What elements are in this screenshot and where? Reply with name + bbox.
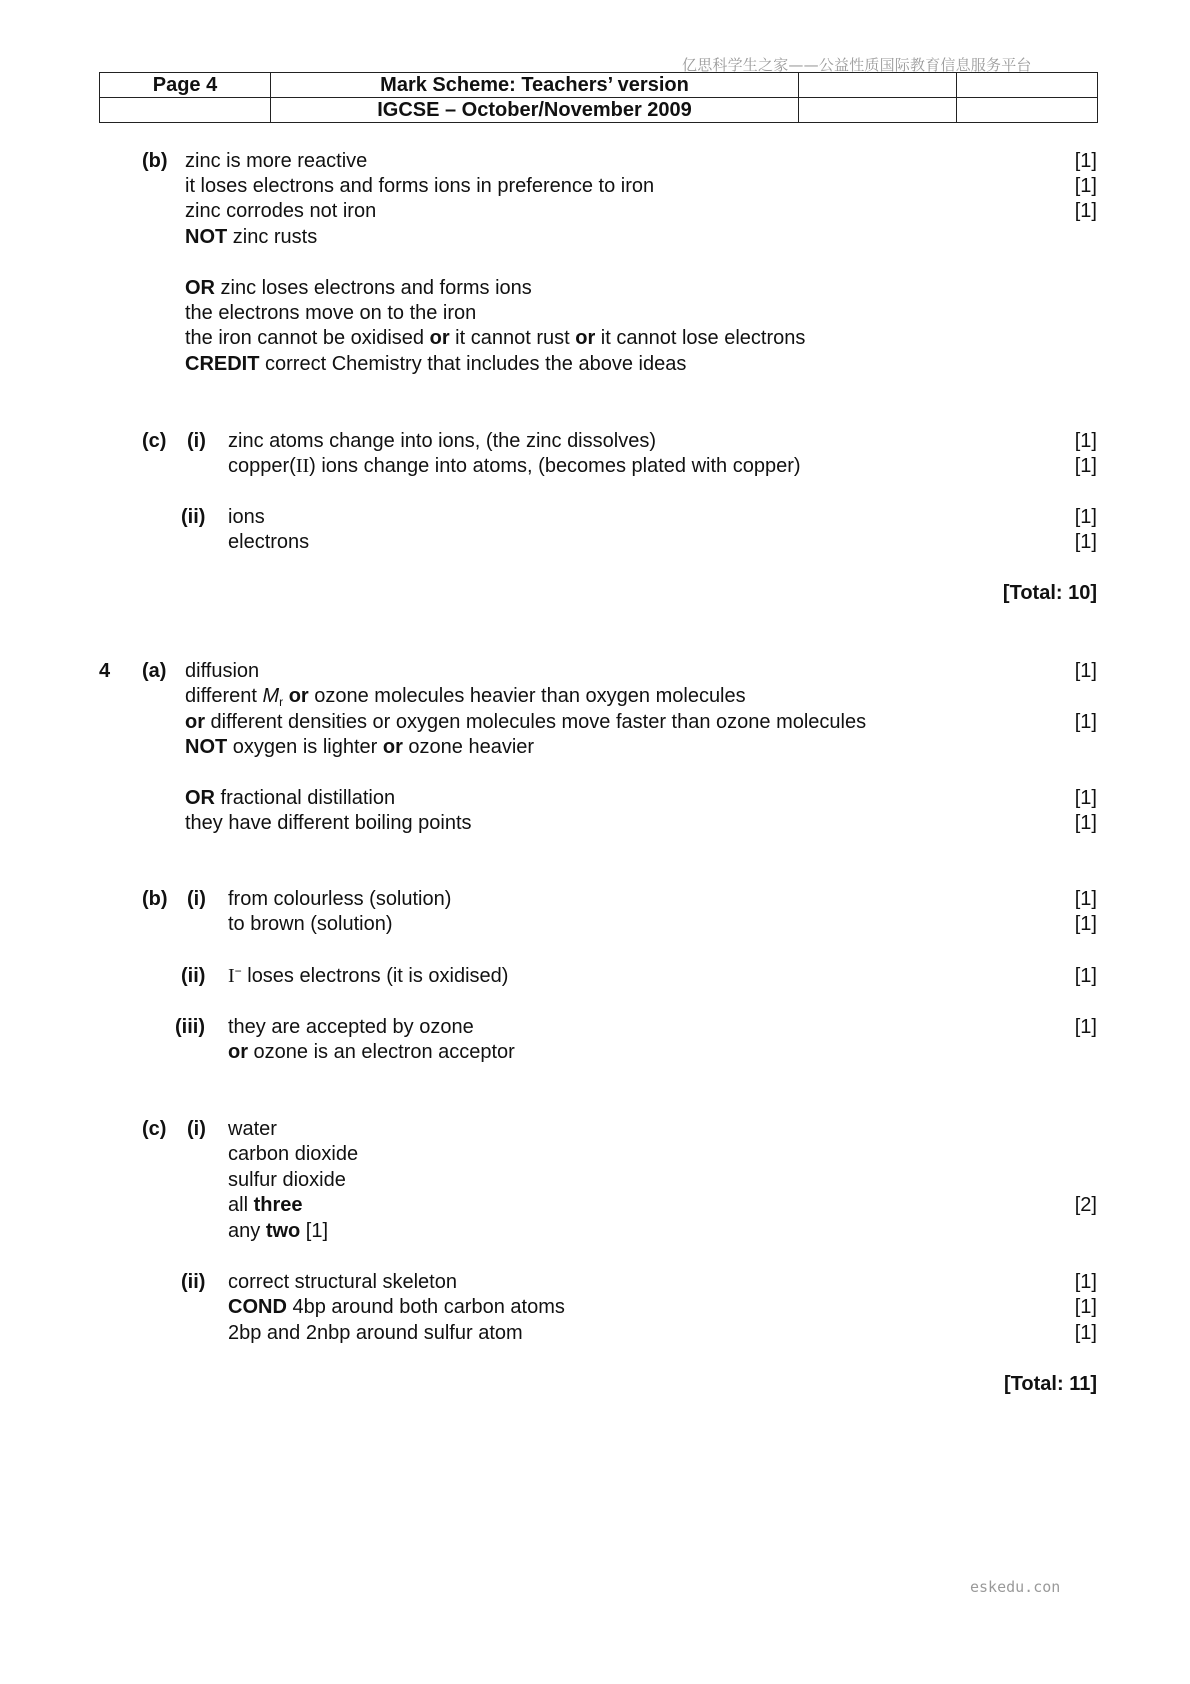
answer-text: the iron cannot be oxidised bbox=[185, 327, 430, 349]
mark: [1] bbox=[1074, 1322, 1097, 1344]
answer-line: sulfur dioxide bbox=[228, 1169, 346, 1191]
answer-line: ions bbox=[228, 506, 265, 528]
answer-line bbox=[185, 710, 866, 735]
header-exam: IGCSE – October/November 2009 bbox=[271, 98, 799, 123]
mark: [1] bbox=[1074, 1016, 1097, 1038]
answer-text: [1] bbox=[300, 1220, 329, 1242]
part-label-c: (c) bbox=[142, 430, 167, 452]
keyword-or: or bbox=[288, 685, 309, 707]
header-title: Mark Scheme: Teachers’ version bbox=[271, 73, 799, 98]
answer-line bbox=[228, 1040, 515, 1065]
answer-line bbox=[228, 454, 801, 479]
answer-text: ozone is an electron acceptor bbox=[248, 1041, 515, 1063]
mark: [1] bbox=[1074, 965, 1097, 987]
answer-line: they have different boiling points bbox=[185, 812, 472, 834]
watermark-top: 亿思科学生之家——公益性质国际教育信息服务平台 bbox=[682, 56, 1032, 74]
answer-text: any bbox=[228, 1220, 266, 1242]
answer-line: diffusion bbox=[185, 660, 260, 682]
question-number: 4 bbox=[99, 660, 111, 682]
keyword-not: NOT bbox=[185, 736, 228, 758]
total-marks: [Total: 11] bbox=[1004, 1373, 1097, 1395]
mark: [1] bbox=[1074, 175, 1097, 197]
superscript: − bbox=[234, 964, 242, 978]
answer-text: copper( bbox=[228, 455, 296, 477]
answer-text: zinc rusts bbox=[227, 226, 318, 248]
header-cell-empty bbox=[100, 98, 271, 123]
mark: [1] bbox=[1074, 1296, 1097, 1318]
answer-line: water bbox=[228, 1118, 277, 1140]
keyword-three: three bbox=[253, 1194, 303, 1216]
keyword-cond: COND bbox=[228, 1296, 287, 1318]
answer-text: all bbox=[228, 1194, 254, 1216]
mark: [1] bbox=[1074, 660, 1097, 682]
answer-line bbox=[185, 786, 395, 811]
keyword-credit: CREDIT bbox=[185, 353, 260, 375]
subpart-label-i: (i) bbox=[187, 1118, 206, 1140]
answer-line: 2bp and 2nbp around sulfur atom bbox=[228, 1322, 523, 1344]
answer-text: 4bp around both carbon atoms bbox=[286, 1296, 565, 1318]
answer-line: zinc corrodes not iron bbox=[185, 200, 377, 222]
mark: [1] bbox=[1074, 913, 1097, 935]
answer-text: it cannot rust bbox=[449, 327, 576, 349]
mark: [1] bbox=[1074, 455, 1097, 477]
answer-line bbox=[228, 1219, 328, 1244]
answer-line: electrons bbox=[228, 531, 310, 553]
mark: [1] bbox=[1074, 888, 1097, 910]
keyword-or: OR bbox=[185, 787, 215, 809]
answer-line: they are accepted by ozone bbox=[228, 1016, 474, 1038]
part-label-b: (b) bbox=[142, 150, 168, 172]
answer-line bbox=[185, 326, 805, 351]
answer-text: oxygen is lighter bbox=[227, 736, 383, 758]
header-cell-empty bbox=[957, 73, 1098, 98]
answer-line: zinc atoms change into ions, (the zinc dissolves) bbox=[228, 430, 656, 452]
keyword-or: or bbox=[382, 736, 403, 758]
answer-text: different bbox=[185, 685, 263, 707]
keyword-not: NOT bbox=[185, 226, 228, 248]
answer-line: zinc is more reactive bbox=[185, 150, 368, 172]
subpart-label-ii: (ii) bbox=[181, 1271, 206, 1293]
mark: [1] bbox=[1074, 430, 1097, 452]
answer-text: zinc loses electrons and forms ions bbox=[215, 277, 532, 299]
part-label-a: (a) bbox=[142, 660, 167, 682]
header-cell-empty bbox=[799, 73, 957, 98]
part-label-b: (b) bbox=[142, 888, 168, 910]
answer-line bbox=[185, 276, 532, 301]
header-cell-empty bbox=[957, 98, 1098, 123]
page-number: Page 4 bbox=[100, 73, 271, 98]
answer-text: different densities or oxygen molecules move faster than ozone molecules bbox=[205, 711, 867, 733]
total-marks: [Total: 10] bbox=[1002, 582, 1097, 604]
answer-line: from colourless (solution) bbox=[228, 888, 452, 910]
answer-line bbox=[228, 1295, 565, 1320]
subpart-label-iii: (iii) bbox=[175, 1016, 205, 1038]
subpart-label-i: (i) bbox=[187, 888, 206, 910]
keyword-or: or bbox=[185, 711, 205, 733]
answer-line bbox=[185, 684, 746, 711]
answer-text: correct Chemistry that includes the above ideas bbox=[259, 353, 687, 375]
keyword-or: or bbox=[575, 327, 596, 349]
iodide-symbol: I bbox=[228, 965, 235, 987]
answer-line: to brown (solution) bbox=[228, 913, 393, 935]
keyword-or: or bbox=[429, 327, 450, 349]
mark: [2] bbox=[1074, 1194, 1097, 1216]
roman-numeral: II bbox=[295, 455, 310, 477]
answer-line: the electrons move on to the iron bbox=[185, 302, 477, 324]
answer-line bbox=[228, 1193, 302, 1218]
answer-line bbox=[185, 735, 534, 760]
watermark-bottom: eskedu.con bbox=[970, 1578, 1061, 1596]
keyword-two: two bbox=[265, 1220, 301, 1242]
subpart-label-ii: (ii) bbox=[181, 506, 206, 528]
answer-text: ozone heavier bbox=[402, 736, 535, 758]
answer-line: correct structural skeleton bbox=[228, 1271, 457, 1293]
mark: [1] bbox=[1074, 506, 1097, 528]
mark: [1] bbox=[1074, 812, 1097, 834]
mark: [1] bbox=[1074, 150, 1097, 172]
keyword-or: OR bbox=[185, 277, 215, 299]
header-table bbox=[99, 72, 1098, 123]
header-cell-empty bbox=[799, 98, 957, 123]
keyword-or: or bbox=[228, 1041, 248, 1063]
answer-line bbox=[185, 225, 317, 250]
part-label-c: (c) bbox=[142, 1118, 167, 1140]
mark: [1] bbox=[1074, 787, 1097, 809]
answer-text: it cannot lose electrons bbox=[595, 327, 806, 349]
answer-text: loses electrons (it is oxidised) bbox=[241, 965, 509, 987]
answer-line bbox=[228, 964, 508, 991]
answer-text: fractional distillation bbox=[215, 787, 396, 809]
answer-line bbox=[185, 352, 686, 377]
subpart-label-ii: (ii) bbox=[181, 965, 206, 987]
mark: [1] bbox=[1074, 711, 1097, 733]
symbol-mr: M bbox=[262, 685, 280, 707]
answer-line: it loses electrons and forms ions in preference to iron bbox=[185, 175, 655, 197]
mark: [1] bbox=[1074, 200, 1097, 222]
mark: [1] bbox=[1074, 1271, 1097, 1293]
answer-text: ozone molecules heavier than oxygen molecules bbox=[308, 685, 746, 707]
subpart-label-i: (i) bbox=[187, 430, 206, 452]
answer-line: carbon dioxide bbox=[228, 1143, 359, 1165]
mark: [1] bbox=[1074, 531, 1097, 553]
subscript: r bbox=[279, 695, 284, 709]
answer-text: ) ions change into atoms, (becomes plated with copper) bbox=[309, 455, 801, 477]
